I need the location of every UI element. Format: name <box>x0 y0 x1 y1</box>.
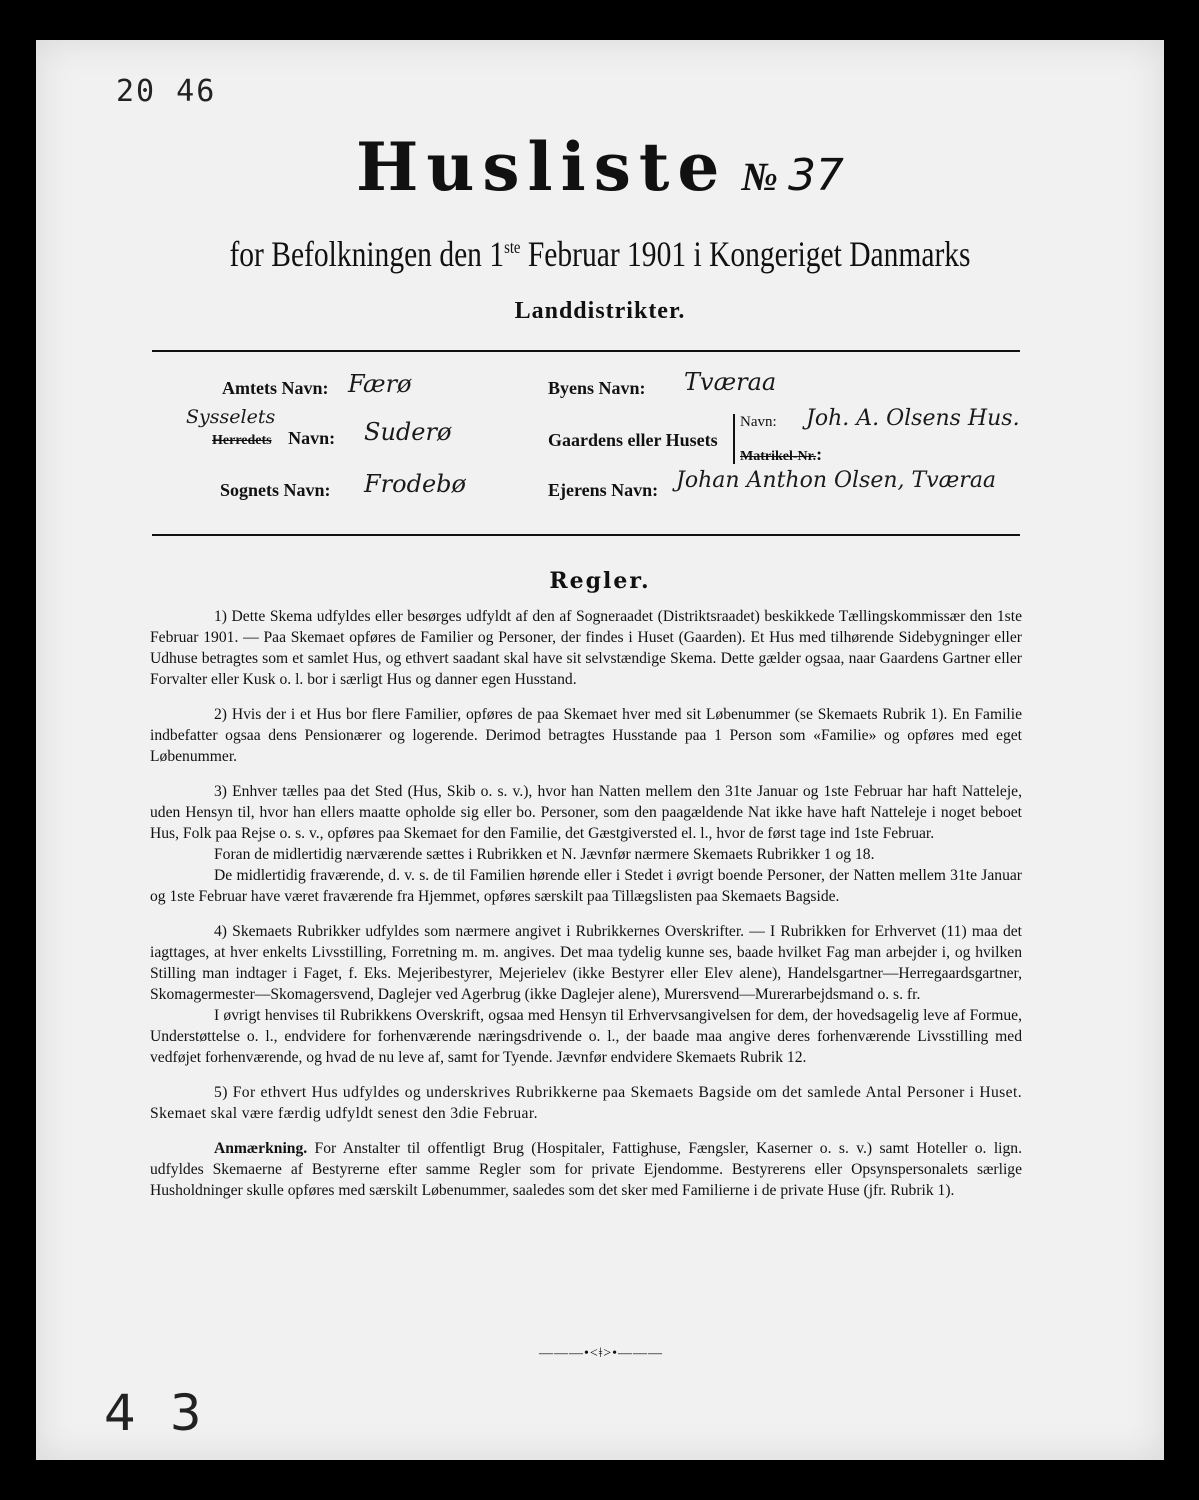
district-heading: Landdistrikter. <box>514 298 686 324</box>
rules-heading: Regler. <box>549 568 651 594</box>
ejer-label: Ejerens Navn: <box>548 480 659 500</box>
herred-label: Navn: <box>288 428 336 448</box>
form-subtitle <box>138 233 1063 275</box>
rule-1: 1) Dette Skema udfyldes eller besørges udfyldt af den af Sogneraadet (Distriktsraadet) beskikkede Tællingskommissær den 1ste Februar 1901. — Paa Skemaet opføres de Familier og Personer, der findes i Huset (Gaarden). Et Hus med tilhørende Sidebygninger eller Udhuse betragtes som et samlet Hus, og ethvert saadant skal have sit selvstændige Skema. Dette gælder ogsaa, naar Gaardens Gartner eller Forvalter eller Kusk o. l. bor i særligt Hus og danner egen Husstand. <box>150 608 1022 688</box>
census-form-sheet <box>36 40 1164 1460</box>
number-label: № <box>741 154 778 199</box>
ornament: ———•<ǂ>•——— <box>538 1346 664 1361</box>
rule-3-fravaerende: De midlertidig fraværende, d. v. s. de til Familien hørende eller i Stedet i øvrigt boende Personer, der Natten mellem 31te Januar og 1ste Februar have været fraværende fra Hjemmet, opføres særskilt paa Tillægslisten paa Skemaets Bagside. <box>150 867 1022 905</box>
herred-value: Suderø <box>364 418 452 446</box>
subtitle-end: Februar 1901 i Kongeriget Danmarks <box>520 234 971 274</box>
gaard-brace <box>733 414 735 464</box>
ejer-value: Johan Anthon Olsen, Tværaa <box>676 468 997 493</box>
rule-5: 5) For ethvert Hus udfyldes og underskrives Rubrikkerne paa Skemaets Bagside om det samlede Antal Personer i Huset. Skemaet skal være færdig udfyldt senest den 3die Februar. <box>150 1084 1022 1122</box>
archive-number: 20 46 <box>116 74 217 109</box>
rule-3: 3) Enhver tælles paa det Sted (Hus, Skib o. s. v.), hvor han Natten mellem den 31te Januar og 1ste Februar har haft Natteleje, uden Hensyn til, hvor han ellers maatte opholde sig eller bo. Personer, som den paagældende Nat ikke have haft Natteleje i noget beboet Hus, Folk paa Rejse o. s. v., opføres paa Skemaet for den Familie, det Gæstgiversted el. l., hvor de først tage ind 1ste Februar. <box>150 783 1022 842</box>
matrikel-colon: : <box>816 444 823 464</box>
gaard-label: Gaardens eller Husets <box>548 430 718 450</box>
bottom-page-number: 43 <box>104 1384 236 1442</box>
bottom-divider <box>152 534 1020 536</box>
rules-body <box>150 606 1022 1215</box>
annotation <box>150 1138 1022 1201</box>
amt-value: Færø <box>348 370 412 398</box>
sogn-value: Frodebø <box>364 470 466 498</box>
top-divider <box>152 350 1020 352</box>
sogn-label: Sognets Navn: <box>220 480 331 500</box>
herred-prefix: Sysselets <box>186 406 276 428</box>
annotation-lead: Anmærkning. <box>214 1140 308 1157</box>
matrikel-label: Matrikel-Nr. <box>740 449 817 464</box>
form-title <box>36 128 1164 206</box>
annotation-text: For Anstalter til offentligt Brug (Hospitaler, Fattighuse, Fængsler, Kaserner o. s. v.) samt Hoteller o. lign. udfyldes Skemaerne af Bestyrerne efter samme Regler som for private Ejendomme. Bestyrerens eller Opsynspersonalets særlige Husholdninger skulle opføres med særskilt Løbenummer, saaledes som det sker med Familierne i de private Huse (jfr. Rubrik 1). <box>150 1140 1022 1199</box>
rule-4-ovrigt: I øvrigt henvises til Rubrikkens Overskrift, ogsaa med Hensyn til Erhvervsangivelsen for dem, der hovedsagelig leve af Formue, Understøttelse o. l., endvidere for forhenværende næringsdrivende o. l., der baade maa angive deres forhenværende Livsstilling med vedføjet forhenværende, og hvad de nu leve af, samt for Tyende. Jævnfør endvidere Skemaets Rubrik 12. <box>150 1007 1022 1066</box>
herred-label-row <box>212 428 335 449</box>
gaard-navn-label: Navn: <box>740 414 777 430</box>
by-label: Byens Navn: <box>548 378 646 398</box>
herred-struck: Herredets <box>212 433 272 448</box>
matrikel-row <box>740 444 822 465</box>
title-text: Husliste <box>356 128 728 206</box>
rule-4: 4) Skemaets Rubrikker udfyldes som nærmere angivet i Rubrikkernes Overskrifter. — I Rubrikken for Erhvervet (11) maa det iagttages, at hver enkelts Livsstilling, Forretning m. m. angives. Det maa tydelig kunne ses, baade hvilket Fag man arbejder i, og hvilken Stilling man indtager i Faget, f. Eks. Mejeribestyrer, Mejerielev (ikke Bestyrer eller Elev alene), Handelsgartner—Herregaardsgartner, Skomagermester—Skomagersvend, Daglejer ved Agerbrug (ikke Daglejer alene), Murersvend—Murerarbejdsmand o. s. fr. <box>150 923 1022 1003</box>
subtitle-ordinal: ste <box>504 237 521 257</box>
list-number: 37 <box>787 150 844 201</box>
rule-3-foran: Foran de midlertidig nærværende sættes i Rubrikken et N. Jævnfør nærmere Skemaets Rubrikker 1 og 18. <box>214 846 875 863</box>
by-value: Tværaa <box>684 368 777 396</box>
rule-2: 2) Hvis der i et Hus bor flere Familier, opføres de paa Skemaet hver med sit Løbenummer (se Skemaets Rubrik 1). En Familie indbefatter ogsaa dens Pensionærer og logerende. Derimod betragtes Husstande paa 1 Person som «Familie» og opføres med eget Løbenummer. <box>150 706 1022 765</box>
amt-label: Amtets Navn: <box>222 378 329 398</box>
gaard-navn-value: Joh. A. Olsens Hus. <box>806 406 1020 431</box>
subtitle-start: for Befolkningen den 1 <box>229 234 505 274</box>
